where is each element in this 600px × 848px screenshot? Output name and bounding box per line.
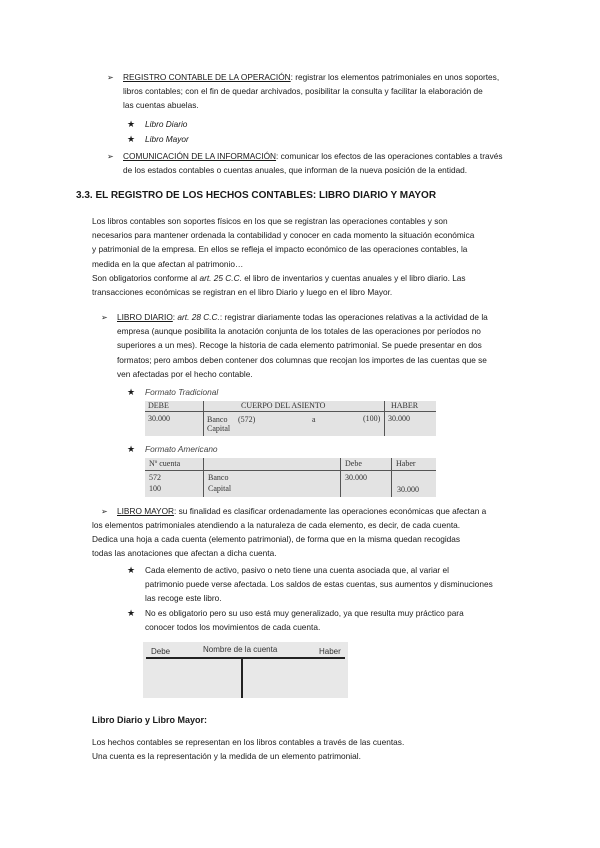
cuenta-number: 100 xyxy=(149,484,161,493)
registro-text: las cuentas abuelas. xyxy=(123,100,199,111)
comunicacion-text: : comunicar los efectos de las operaciones contables a través xyxy=(276,151,503,161)
text-line: las recoge este libro. xyxy=(145,593,222,604)
haber-value: 30.000 xyxy=(397,485,419,494)
star-bullet-icon: ★ xyxy=(127,565,136,575)
star-bullet-icon: ★ xyxy=(127,119,136,129)
tabla-formato-tradicional xyxy=(145,401,436,436)
table-rule xyxy=(145,411,436,412)
final-paragraph xyxy=(92,735,528,763)
text-line: Una cuenta es la representación y la medida de un elemento patrimonial. xyxy=(92,751,361,762)
text-line: conocer todos los movimientos de cada cuenta. xyxy=(145,622,321,633)
mayor-bullet-1 xyxy=(145,563,528,606)
text-line: : registrar diariamente todas las operaciones relativas a la actividad de la xyxy=(219,312,488,322)
text-line: Dedica una hoja a cada cuenta (elemento patrimonial), de forma que en la misma quedan recogidas xyxy=(92,534,461,545)
header-cuerpo: CUERPO DEL ASIENTO xyxy=(241,401,326,410)
list-item: Libro Diario xyxy=(145,119,188,129)
cuenta-number: (572) xyxy=(238,415,256,424)
registro-text: : registrar los elementos patrimoniales en unos soportes, xyxy=(290,72,500,82)
text-line: transacciones económicas se registran en el libro Diario y luego en el libro Mayor. xyxy=(92,287,393,298)
haber-value: 30.000 xyxy=(388,414,410,423)
intro-paragraph xyxy=(92,214,528,299)
table-rule xyxy=(203,401,204,436)
text-line: Cada elemento de activo, pasivo o neto tiene una cuenta asociada que, al variar el xyxy=(145,565,449,575)
t-debe-label: Debe xyxy=(151,647,171,656)
text-line: el libro de inventarios y cuentas anuales y el libro diario. Las xyxy=(241,272,466,283)
arrow-bullet-icon: ➢ xyxy=(101,313,108,322)
text-line: medida en la que afectan al patrimonio… xyxy=(92,258,244,269)
diario-title: LIBRO DIARIO xyxy=(117,312,173,322)
t-nombre-label: Nombre de la cuenta xyxy=(203,645,278,654)
asiento-a: a xyxy=(312,415,316,424)
cuenta-name: Banco xyxy=(207,415,228,424)
article-reference: art. 25 C.C. xyxy=(199,272,242,283)
mayor-intro-line xyxy=(117,504,528,518)
header-haber: HABER xyxy=(391,401,419,410)
star-bullet-icon: ★ xyxy=(127,608,136,618)
registro-paragraph xyxy=(123,70,528,113)
mayor-title: LIBRO MAYOR xyxy=(117,506,175,516)
arrow-bullet-icon: ➢ xyxy=(101,507,108,516)
registro-title: REGISTRO CONTABLE DE LA OPERACIÓN xyxy=(123,72,291,82)
cuenta-number: (100) xyxy=(363,414,381,423)
text-line: todas las anotaciones que afectan a dicha cuenta. xyxy=(92,548,277,559)
star-bullet-icon: ★ xyxy=(127,444,136,454)
star-bullet-icon: ★ xyxy=(127,387,136,397)
text-line: Son obligatorios conforme al xyxy=(92,272,200,283)
header-cuenta: Nº cuenta xyxy=(149,459,181,468)
header-debe: Debe xyxy=(345,459,362,468)
header-haber: Haber xyxy=(396,459,416,468)
text-line: formatos; pero ambos deben contener dos columnas que recojan los importes de las cuentas que se xyxy=(117,354,487,365)
arrow-bullet-icon: ➢ xyxy=(107,73,114,82)
comunicacion-text: de los estados contables o cuentas anuales, que informan de la nueva posición de la entidad. xyxy=(123,165,468,176)
text-line: necesarios para mantener ordenada la contabilidad y conocer en cada momento la situación económica xyxy=(92,230,475,241)
table-rule xyxy=(391,458,392,497)
t-account-rule xyxy=(146,657,345,659)
final-heading: Libro Diario y Libro Mayor: xyxy=(92,715,208,725)
registro-text: libros contables; con el fin de quedar archivados, posibilitar la consulta y facilitar la elaboración de xyxy=(123,86,483,97)
debe-value: 30.000 xyxy=(345,473,367,482)
mayor-bullet-2 xyxy=(145,606,528,634)
arrow-bullet-icon: ➢ xyxy=(107,152,114,161)
text-line: No es obligatorio pero su uso está muy generalizado, ya que resulta muy práctico para xyxy=(145,608,464,618)
t-account-diagram xyxy=(143,642,348,698)
cuenta-number: 572 xyxy=(149,473,161,482)
text-line: Los hechos contables se representan en los libros contables a través de las cuentas. xyxy=(92,737,405,747)
comunicacion-title: COMUNICACIÓN DE LA INFORMACIÓN xyxy=(123,151,277,161)
comunicacion-paragraph xyxy=(123,149,528,177)
text-line: patrimonio puede verse afectada. Los saldos de estas cuentas, sus aumentos y disminuciones xyxy=(145,579,493,590)
star-bullet-icon: ★ xyxy=(127,134,136,144)
mayor-paragraph xyxy=(92,518,528,561)
formato-americano-label: Formato Americano xyxy=(145,444,218,454)
text-line: ven afectadas por el hecho contable. xyxy=(117,368,253,379)
cuenta-name: Banco xyxy=(208,473,229,482)
cuenta-name: Capital xyxy=(208,484,232,493)
text-line: los elementos patrimoniales atendiendo a la naturaleza de cada elemento, es decir, de cada cuenta. xyxy=(92,520,461,530)
formato-tradicional-label: Formato Tradicional xyxy=(145,387,219,397)
t-haber-label: Haber xyxy=(319,647,341,656)
text-line: superiores a un mes). Recoge la historia de cada elemento patrimonial. Se puede presentar en dos xyxy=(117,340,482,351)
text-line: y patrimonial de la empresa. En ellos se refleja el impacto económico de las operaciones contables, la xyxy=(92,244,468,255)
text-line: empresa (aunque posibilita la anotación conjunta de los totales de las operaciones por períodos no xyxy=(117,326,481,337)
tabla-formato-americano xyxy=(145,458,436,497)
table-rule xyxy=(203,458,204,497)
debe-value: 30.000 xyxy=(148,414,170,423)
text-line: Los libros contables son soportes físicos en los que se registran las operaciones contables y son xyxy=(92,216,448,226)
cuenta-name: Capital xyxy=(207,424,231,433)
text-line: : su finalidad es clasificar ordenadamente las operaciones económicas que afectan a xyxy=(174,506,487,516)
t-account-rule xyxy=(241,657,243,698)
list-item: Libro Mayor xyxy=(145,134,189,144)
article-reference: art. 28 C.C. xyxy=(177,312,220,322)
diario-paragraph: LIBRO DIARIO: art. 28 C.C.: registrar diariamente todas las operaciones relativas a la actividad de la empresa (aunque posibilita la anotación conjunta de los totales de las operaciones por períodos no superiores a un mes). Recoge la historia de cada elemento patrimonial. Se puede presentar en dos formatos; pero ambos deben contener dos columnas que recojan los importes de las cuentas que se ven afectadas por el hecho contable. xyxy=(117,312,488,379)
header-debe: DEBE xyxy=(148,401,169,410)
table-rule xyxy=(384,401,385,436)
table-rule xyxy=(340,458,341,497)
table-rule xyxy=(145,470,436,471)
section-heading: 3.3. EL REGISTRO DE LOS HECHOS CONTABLES: LIBRO DIARIO Y MAYOR xyxy=(76,190,437,201)
